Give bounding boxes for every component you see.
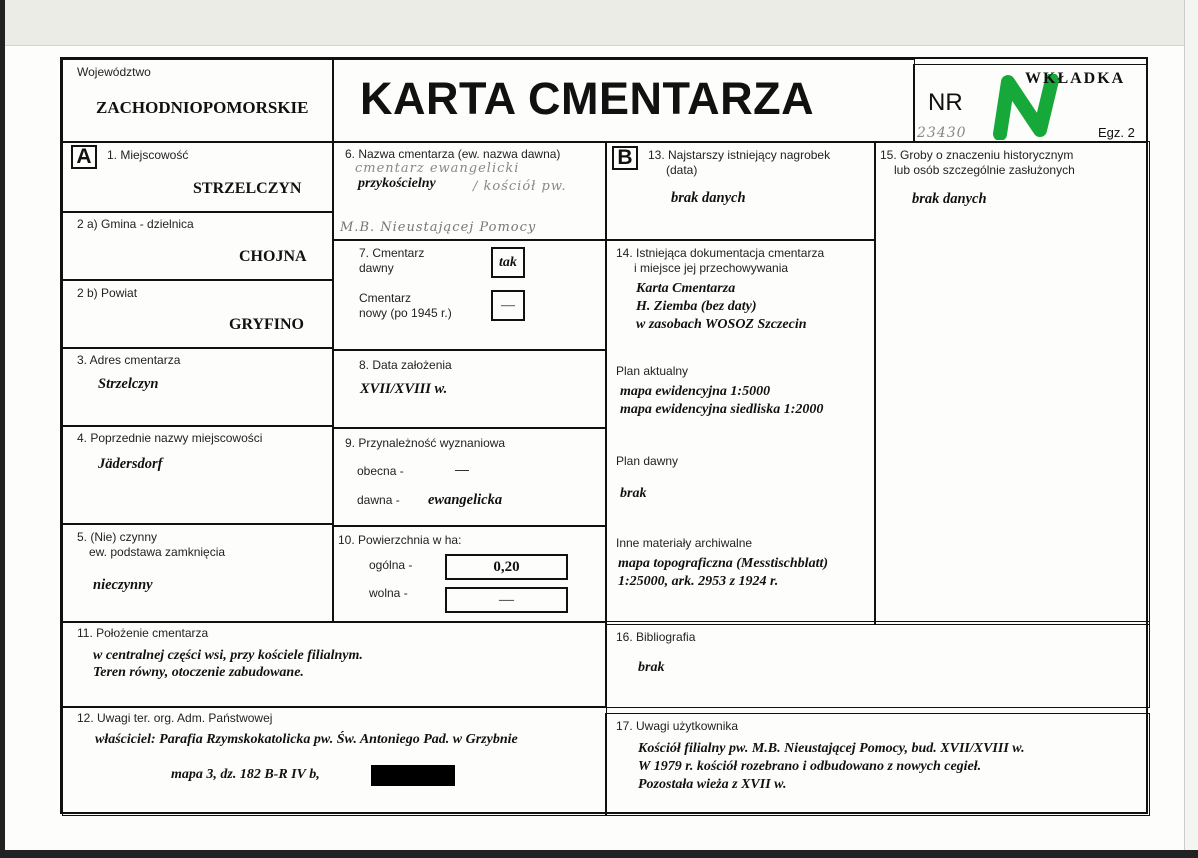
- plan-dawny-value: brak: [620, 486, 647, 501]
- gmina-label: 2 a) Gmina - dzielnica: [77, 217, 194, 231]
- nowy-checkbox: —: [491, 290, 525, 321]
- przynaleznosc-label: 9. Przynależność wyznaniowa: [345, 436, 506, 450]
- dawna-label: dawna -: [357, 493, 400, 507]
- uwagi-uzytkownika-value-2: W 1979 r. kościół rozebrano i odbudowano z nowych cegieł.: [638, 759, 982, 774]
- adres-cell: [62, 347, 334, 427]
- polozenie-value-1: w centralnej części wsi, przy kościele filialnym.: [93, 648, 363, 663]
- plan-aktualny-label: Plan aktualny: [616, 364, 689, 378]
- czynny-cell: [62, 523, 334, 623]
- ogolna-value-box: 0,20: [445, 554, 568, 580]
- poprzednie-label: 4. Poprzednie nazwy miejscowości: [77, 431, 263, 445]
- dawny-label-1: 7. Cmentarz: [359, 246, 425, 260]
- wojewodztwo-label: Województwo: [77, 65, 151, 79]
- miejscowosc-cell: [62, 141, 334, 213]
- dawny-label-2: dawny: [359, 261, 394, 275]
- najstarszy-label-2: (data): [666, 163, 698, 177]
- groby-label-2: lub osób szczególnie zasłużonych: [894, 163, 1075, 177]
- data-zalozenia-label: 8. Data założenia: [359, 358, 452, 372]
- groby-value: brak danych: [912, 191, 987, 207]
- czynny-label-1: 5. (Nie) czynny: [77, 530, 158, 544]
- gmina-value: CHOJNA: [239, 248, 307, 265]
- nr-label: NR: [928, 89, 963, 116]
- uwagi-adm-label: 12. Uwagi ter. org. Adm. Państwowej: [77, 711, 273, 725]
- dokumentacja-cell: [605, 239, 876, 625]
- uwagi-adm-value-2: mapa 3, dz. 182 B-R IV b,: [171, 767, 320, 782]
- wojewodztwo-cell: [62, 59, 334, 143]
- cmentarz-typ-cell: [332, 239, 607, 351]
- plan-aktualny-value-1: mapa ewidencyjna 1:5000: [620, 384, 771, 399]
- inne-materialy-value-1: mapa topograficzna (Messtischblatt): [618, 556, 829, 571]
- przynaleznosc-cell: [332, 427, 607, 527]
- polozenie-label: 11. Położenie cmentarza: [77, 626, 209, 640]
- powiat-value: GRYFINO: [229, 316, 304, 333]
- nazwa-value: przykościelny: [358, 176, 436, 191]
- nazwa-handwritten-1: cmentarz ewangelicki: [355, 161, 520, 176]
- dokumentacja-label-1: 14. Istniejąca dokumentacja cmentarza: [616, 246, 825, 260]
- powiat-label: 2 b) Powiat: [77, 286, 138, 300]
- dokumentacja-value-1: Karta Cmentarza: [636, 281, 736, 296]
- redaction-bar: [371, 765, 455, 786]
- bibliografia-value: brak: [638, 660, 665, 675]
- obecna-label: obecna -: [357, 464, 404, 478]
- wojewodztwo-value: ZACHODNIOPOMORSKIE: [96, 98, 309, 117]
- groby-cell: [874, 141, 1150, 625]
- nazwa-label: 6. Nazwa cmentarza (ew. nazwa dawna): [345, 147, 561, 161]
- uwagi-uzytkownika-value-1: Kościół filialny pw. M.B. Nieustającej Pomocy, bud. XVII/XVIII w.: [638, 741, 1025, 756]
- inne-materialy-value-2: 1:25000, ark. 2953 z 1924 r.: [618, 574, 779, 589]
- adres-value: Strzelczyn: [98, 376, 159, 392]
- powierzchnia-label: 10. Powierzchnia w ha:: [338, 533, 462, 547]
- title-cell: [332, 59, 915, 143]
- czynny-value: nieczynny: [93, 577, 153, 593]
- polozenie-cell: [62, 621, 607, 708]
- najstarszy-cell: [605, 141, 876, 241]
- scan-left-edge: [0, 0, 5, 858]
- uwagi-uzytkownika-label: 17. Uwagi użytkownika: [616, 719, 739, 733]
- cemetery-card-form: [60, 57, 1148, 814]
- bibliografia-cell: [605, 621, 1150, 708]
- nazwa-handwritten-3: M.B. Nieustającej Pomocy: [340, 220, 537, 235]
- uwagi-adm-cell: [62, 706, 607, 816]
- section-b-badge: B: [612, 146, 638, 170]
- nowy-label-2: nowy (po 1945 r.): [359, 306, 452, 320]
- uwagi-adm-value-1: właściciel: Parafia Rzymskokatolicka pw. Św. Antoniego Pad. w Grzybnie: [95, 732, 518, 747]
- scan-top-edge: [0, 0, 1198, 46]
- dawny-checkbox: tak: [491, 247, 525, 278]
- adres-label: 3. Adres cmentarza: [77, 353, 181, 367]
- nowy-label-1: Cmentarz: [359, 291, 412, 305]
- ogolna-label: ogólna -: [369, 558, 413, 572]
- powierzchnia-cell: [332, 525, 607, 623]
- wolna-label: wolna -: [369, 586, 408, 600]
- plan-dawny-label: Plan dawny: [616, 454, 679, 468]
- dokumentacja-label-2: i miejsce jej przechowywania: [634, 261, 789, 275]
- miejscowosc-label: 1. Miejscowość: [107, 148, 189, 162]
- data-zalozenia-value: XVII/XVIII w.: [360, 381, 448, 397]
- page-title: KARTA CMENTARZA: [360, 73, 815, 124]
- dokumentacja-value-2: H. Ziemba (bez daty): [636, 299, 757, 314]
- scan-bottom-edge: [0, 850, 1198, 858]
- nr-handwritten: 23430: [917, 125, 967, 141]
- obecna-value: —: [455, 461, 469, 477]
- wkladka-label: WKŁADKA: [1025, 70, 1126, 87]
- data-zalozenia-cell: [332, 349, 607, 429]
- poprzednie-value: Jädersdorf: [98, 456, 163, 472]
- uwagi-uzytkownika-cell: [605, 713, 1150, 816]
- dawna-value: ewangelicka: [428, 492, 503, 508]
- scan-right-edge: [1184, 0, 1198, 858]
- najstarszy-label-1: 13. Najstarszy istniejący nagrobek: [648, 148, 831, 162]
- polozenie-value-2: Teren równy, otoczenie zabudowane.: [93, 665, 304, 680]
- inne-materialy-label: Inne materiały archiwalne: [616, 536, 753, 550]
- gmina-cell: [62, 211, 334, 281]
- czynny-label-2: ew. podstawa zamknięcia: [89, 545, 226, 559]
- uwagi-uzytkownika-value-3: Pozostała wieża z XVII w.: [638, 777, 787, 792]
- miejscowosc-value: STRZELCZYN: [193, 180, 302, 197]
- nazwa-handwritten-2: / kościół pw.: [473, 179, 567, 194]
- wolna-value-box: —: [445, 587, 568, 613]
- dokumentacja-value-3: w zasobach WOSOZ Szczecin: [636, 317, 807, 332]
- section-a-badge: A: [71, 145, 97, 169]
- powiat-cell: [62, 279, 334, 349]
- groby-label-1: 15. Groby o znaczeniu historycznym: [880, 148, 1074, 162]
- egz-label: Egz. 2: [1098, 125, 1135, 140]
- poprzednie-cell: [62, 425, 334, 525]
- najstarszy-value: brak danych: [671, 190, 746, 206]
- plan-aktualny-value-2: mapa ewidencyjna siedliska 1:2000: [620, 402, 824, 417]
- bibliografia-label: 16. Bibliografia: [616, 630, 696, 644]
